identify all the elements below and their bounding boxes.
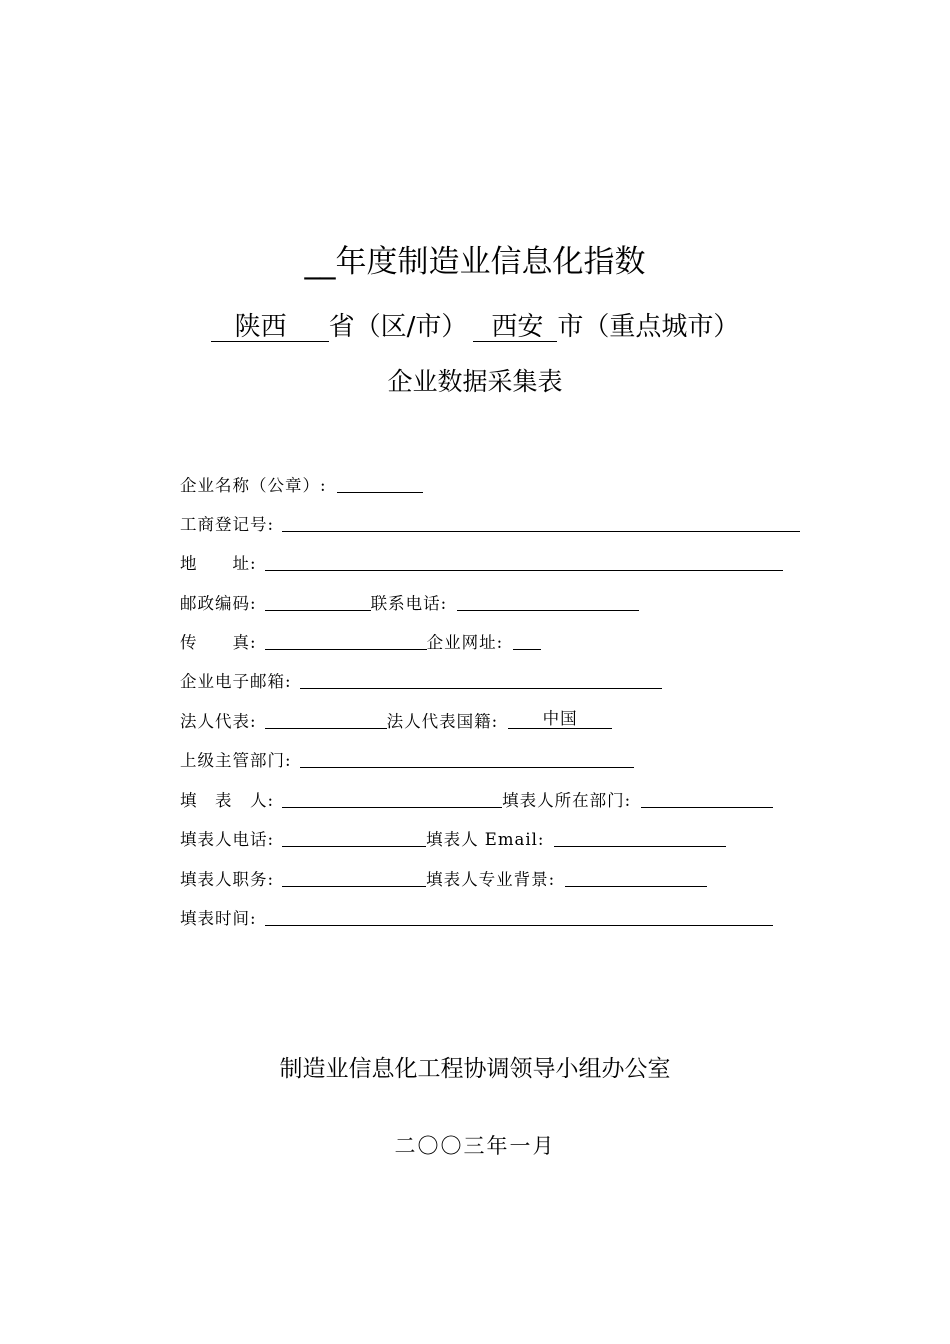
legal-rep-nationality-label: 法人代表国籍: (386, 712, 499, 731)
form-title (0, 236, 950, 281)
form-subtitle: 企业数据采集表 (387, 367, 563, 396)
region-line (0, 306, 950, 343)
filler-dept-label: 填表人所在部门: (502, 791, 632, 810)
address-row (180, 548, 783, 574)
email-label: 企业电子邮箱: (180, 672, 292, 691)
filler-dept-field[interactable] (641, 806, 773, 808)
filler-field[interactable] (282, 806, 502, 808)
fill-date-label: 填表时间: (180, 909, 257, 928)
year-blank: __ (304, 244, 336, 280)
filler-row (180, 785, 773, 811)
city-value: 西安 (473, 314, 557, 342)
filler-email-label: 填表人 Email: (426, 830, 545, 849)
title-text: 年度制造业信息化指数 (335, 244, 646, 280)
province-value: 陕西 (211, 314, 329, 342)
supervisor-dept-row (180, 745, 634, 771)
supervisor-dept-field[interactable] (300, 766, 634, 768)
fill-date-row (180, 903, 773, 929)
filler-email-field[interactable] (554, 845, 726, 847)
postcode-phone-row (180, 588, 639, 614)
filler-background-field[interactable] (565, 885, 707, 887)
registration-no-field[interactable] (282, 530, 800, 532)
address-label: 地 址: (180, 554, 257, 573)
registration-no-label: 工商登记号: (180, 515, 275, 534)
province-suffix: 省（区/市） (328, 312, 468, 342)
legal-rep-label: 法人代表: (180, 712, 257, 731)
filler-phone-field[interactable] (282, 845, 426, 847)
filler-position-label: 填表人职务: (180, 870, 275, 889)
fax-label: 传 真: (180, 633, 257, 652)
postcode-field[interactable] (265, 609, 371, 611)
legal-rep-nationality-field[interactable]: 中国 (508, 710, 612, 729)
phone-label: 联系电话: (370, 594, 448, 613)
fill-date-field[interactable] (265, 924, 773, 926)
filler-position-field[interactable] (282, 885, 426, 887)
filler-phone-label: 填表人电话: (180, 830, 275, 849)
supervisor-dept-label: 上级主管部门: (180, 751, 292, 770)
email-field[interactable] (300, 687, 662, 689)
filler-label: 填 表 人: (180, 791, 275, 810)
issue-date: 二〇〇三年一月 (394, 1134, 556, 1158)
company-name-field[interactable] (337, 491, 423, 493)
issuing-office: 制造业信息化工程协调领导小组办公室 (279, 1056, 671, 1082)
email-row (180, 666, 662, 692)
address-field[interactable] (265, 569, 783, 571)
city-suffix: 市（重点城市） (557, 312, 740, 342)
legal-rep-row (180, 706, 612, 732)
phone-field[interactable] (457, 609, 639, 611)
company-name-label: 企业名称（公章）: (180, 476, 327, 495)
fax-field[interactable] (265, 648, 427, 650)
filler-background-label: 填表人专业背景: (426, 870, 556, 889)
legal-rep-field[interactable] (265, 727, 387, 729)
fax-website-row (180, 627, 541, 653)
company-name-row (180, 470, 423, 496)
registration-no-row (180, 509, 800, 535)
website-field[interactable] (513, 648, 541, 650)
filler-phone-row (180, 824, 726, 850)
postcode-label: 邮政编码: (180, 594, 257, 613)
website-label: 企业网址: (426, 633, 504, 652)
filler-position-row (180, 864, 707, 890)
